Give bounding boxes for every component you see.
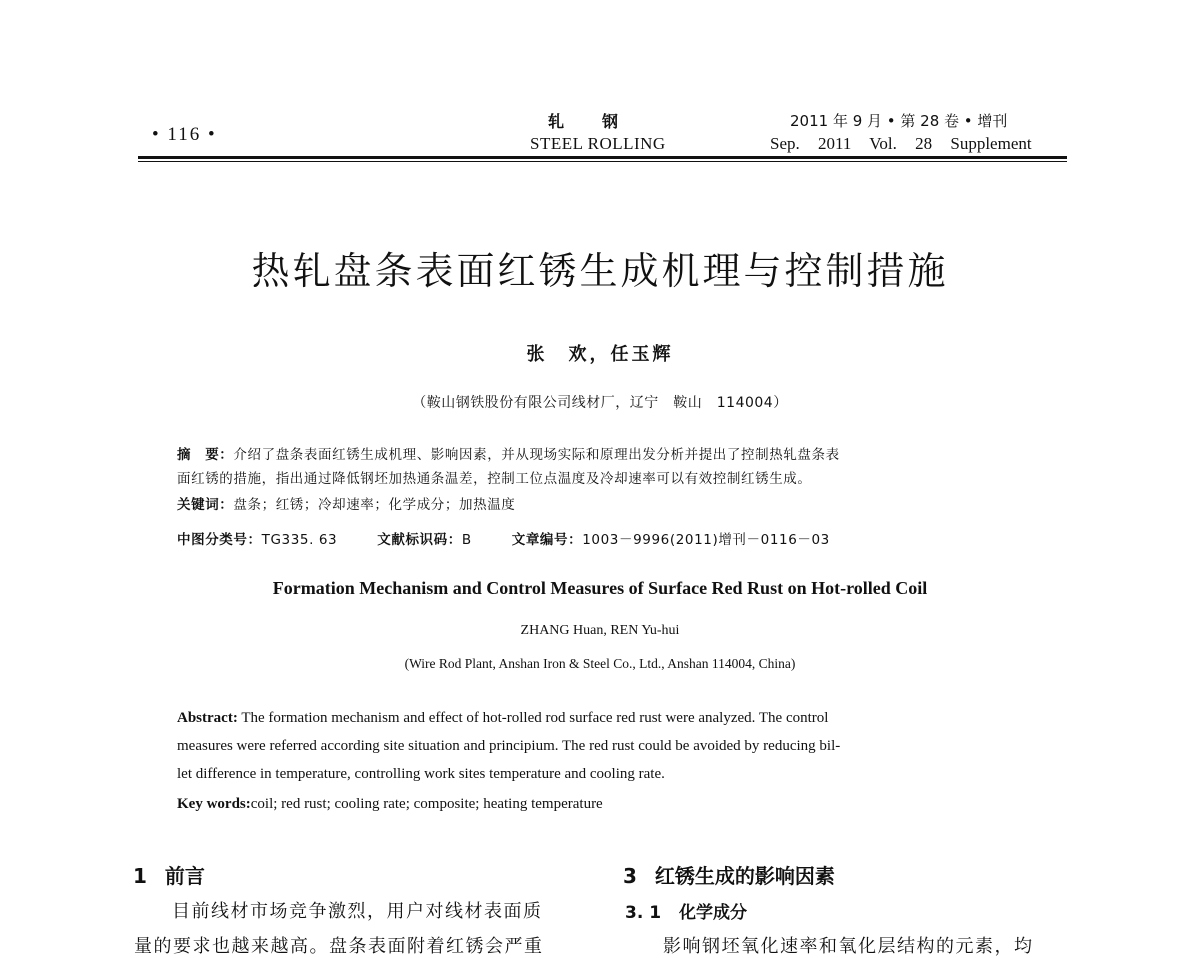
keywords-cn [177, 493, 515, 517]
section-1-heading [133, 860, 205, 889]
affiliation-cn: （鞍山钢铁股份有限公司线材厂，辽宁 鞍山 114004） [412, 395, 788, 411]
page-number: • 116 • [152, 124, 217, 145]
clc-value: TG335. 63 [261, 532, 338, 548]
issue-info-en: Sep. 2011 Vol. 28 Supplement [770, 134, 1032, 153]
abstract-cn-line2: 面红锈的措施，指出通过降低钢坯加热通条温差，控制工位点温度及冷却速率可以有效控制红锈生成。 [177, 471, 812, 487]
classification-row [177, 528, 830, 552]
abstract-en-label: Abstract: [177, 710, 238, 726]
keywords-cn-label: 关键词： [177, 497, 234, 513]
section-3-1-paragraph-line1: 影响钢坯氧化速率和氧化层结构的元素，均 [663, 936, 1034, 957]
article-no-label: 文章编号： [511, 532, 583, 548]
paper-title-en: Formation Mechanism and Control Measures of Surface Red Rust on Hot-rolled Coil [272, 578, 928, 598]
abstract-cn [177, 443, 840, 467]
abstract-en-line3: let difference in temperature, controlling work sites temperature and cooling rate. [177, 766, 665, 782]
section-1-paragraph-line1: 目前线材市场竞争激烈，用户对线材表面质 [172, 901, 543, 922]
authors-en: ZHANG Huan, REN Yu-hui [520, 623, 680, 638]
clc-label: 中图分类号： [177, 532, 262, 548]
affiliation-en: (Wire Rod Plant, Anshan Iron & Steel Co., Ltd., Anshan 114004, China) [404, 656, 796, 671]
section-3-1-title: 化学成分 [679, 903, 748, 923]
section-1-title: 前言 [164, 864, 205, 888]
article-no-value: 1003－9996(2011)增刊－0116－03 [582, 532, 830, 548]
abstract-en [177, 704, 828, 732]
journal-title-cn: 轧钢 [548, 112, 657, 131]
keywords-en-text: coil; red rust; cooling rate; composite; heating temperature [250, 796, 603, 812]
abstract-cn-line1: 介绍了盘条表面红锈生成机理、影响因素，并从现场实际和原理出发分析并提出了控制热轧盘条表 [233, 447, 840, 463]
header-rule-thin [138, 161, 1067, 162]
journal-title-en: STEEL ROLLING [530, 134, 666, 153]
section-1-number: 1 [133, 864, 147, 888]
section-3-1-number: 3. 1 [625, 903, 662, 923]
authors-cn: 张 欢，任玉辉 [526, 344, 674, 365]
doc-code-value: B [461, 532, 472, 548]
section-3-heading [623, 860, 835, 889]
doc-code-label: 文献标识码： [377, 532, 462, 548]
section-3-1-heading [625, 898, 747, 923]
abstract-en-line1: The formation mechanism and effect of hot-rolled rod surface red rust were analyzed. The control [241, 710, 829, 726]
issue-info-cn: 2011 年 9 月 • 第 28 卷 • 增刊 [790, 112, 1008, 130]
keywords-cn-text: 盘条；红锈；冷却速率；化学成分；加热温度 [233, 497, 516, 513]
section-3-number: 3 [623, 864, 637, 888]
header-rule-thick [138, 156, 1067, 159]
keywords-en [177, 790, 603, 818]
abstract-en-line2: measures were referred according site situation and principium. The red rust could be avoided by reducing bil- [177, 738, 841, 754]
section-3-title: 红锈生成的影响因素 [654, 864, 835, 888]
keywords-en-label: Key words: [177, 796, 251, 812]
section-1-paragraph-line2: 量的要求也越来越高。盘条表面附着红锈会严重 [134, 936, 544, 957]
abstract-cn-label: 摘 要： [177, 447, 234, 463]
paper-title-cn: 热轧盘条表面红锈生成机理与控制措施 [251, 249, 949, 293]
